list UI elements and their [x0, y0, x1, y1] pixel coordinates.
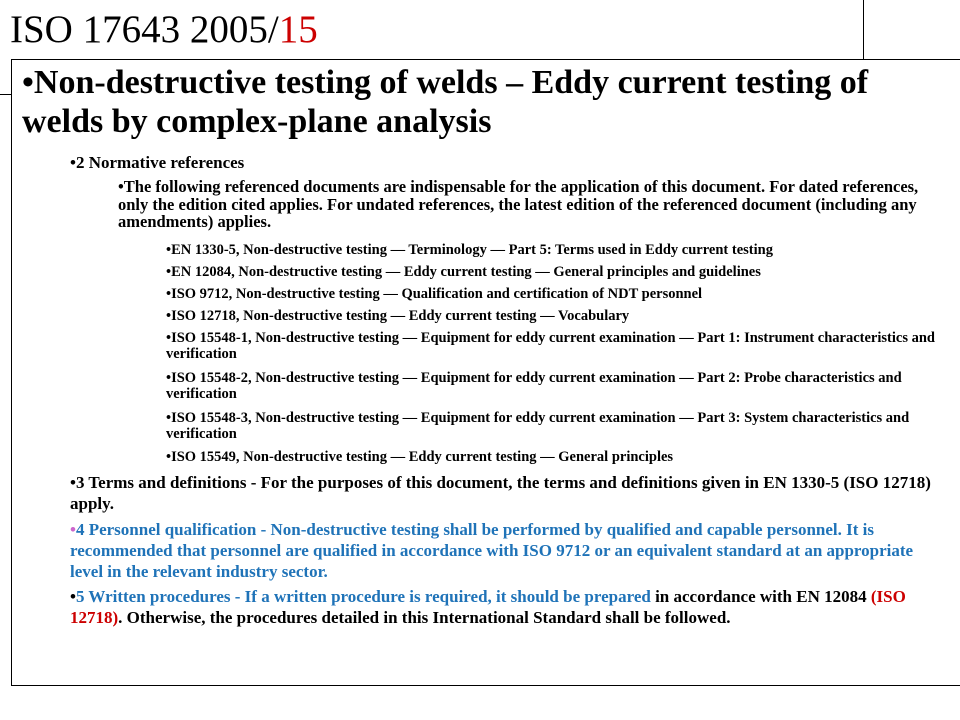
reference-item: •ISO 15549, Non-destructive testing — Eddy current testing — General principles: [166, 449, 674, 465]
reference-item: •ISO 15548-1, Non-destructive testing — Equipment for eddy current examination — Part 1: Instrument characteristics and verification: [166, 330, 935, 362]
section-5-blue-text: 5 Written procedures - If a written procedure is required, it should be prepared: [75, 587, 651, 606]
reference-item: •ISO 15548-3, Non-destructive testing — Equipment for eddy current examination — Part 3: System characteristics and verification: [166, 410, 910, 442]
section-4-text: 4 Personnel qualification - Non-destructive testing shall be performed by qualified and capable personnel. It is recommended that personnel are qualified in accordance with ISO 9712 or an equivalent standard at an appropriate level in the relevant industry sector.: [70, 520, 914, 581]
slide-title: [10, 10, 318, 49]
section-5: [70, 586, 950, 628]
section-5-red-text: (ISO 12718): [70, 587, 906, 627]
reference-item: •EN 12084, Non-destructive testing — Eddy current testing — General principles and guidelines: [166, 264, 761, 280]
section-5-text-a: in accordance with EN 12084: [650, 587, 871, 606]
section-5-bullet: •: [70, 587, 76, 606]
reference-item: •ISO 12718, Non-destructive testing — Eddy current testing — Vocabulary: [166, 308, 630, 324]
section-5-text-b: . Otherwise, the procedures detailed in this International Standard shall be followed.: [118, 608, 731, 627]
reference-item: •ISO 9712, Non-destructive testing — Qualification and certification of NDT personnel: [166, 286, 703, 302]
reference-item: •EN 1330-5, Non-destructive testing — Terminology — Part 5: Terms used in Eddy current testing: [166, 242, 773, 258]
section-4-bullet: •: [70, 520, 76, 539]
section-3: •3 Terms and definitions - For the purposes of this document, the terms and definitions given in EN 1330-5 (ISO 12718) apply.: [70, 473, 931, 513]
title-prefix: ISO 17643 2005/: [10, 8, 279, 51]
section-2-label: •2 Normative references: [70, 153, 245, 172]
section-2-intro: •The following referenced documents are indispensable for the application of this document. For dated references, only the edition cited applies. For undated references, the latest edition of the referenced document (including any amendments) applies.: [118, 177, 919, 231]
section-4: [70, 519, 950, 582]
reference-item: •ISO 15548-2, Non-destructive testing — Equipment for eddy current examination — Part 2: Probe characteristics and verification: [166, 370, 902, 402]
content-box: [11, 59, 960, 686]
main-heading: •Non-destructive testing of welds – Eddy current testing of welds by complex-plane analysis: [22, 64, 869, 140]
title-number: 15: [278, 8, 318, 51]
